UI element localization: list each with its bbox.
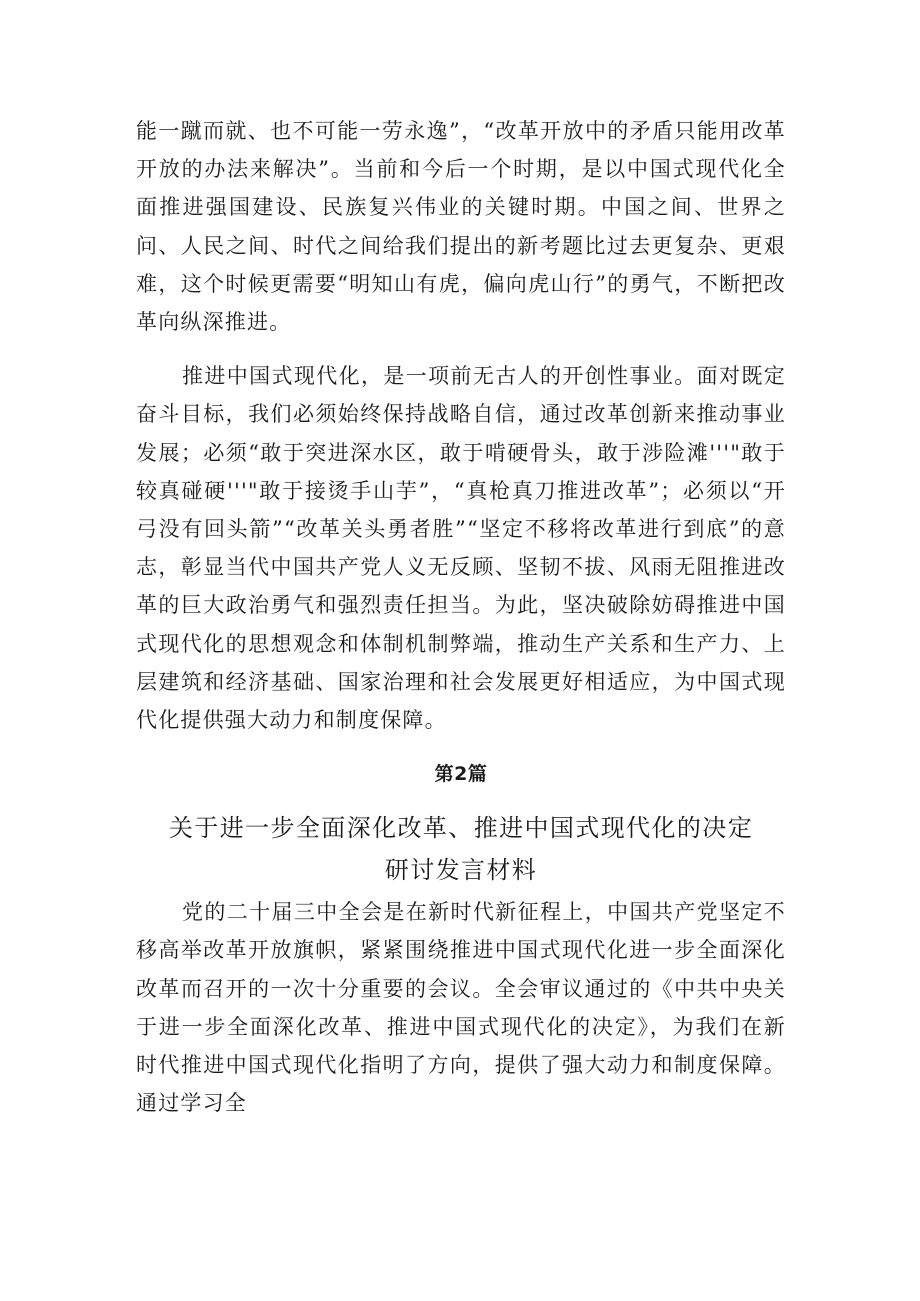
section-number: 第2篇	[434, 763, 488, 786]
body-paragraph: 党的二十届三中全会是在新时代新征程上，中国共产党坚定不移高举改革开放旗帜，紧紧围绕推进中国式现代化进一步全面深化改革而召开的一次十分重要的会议。全会审议通过的《中共中央关于进一步全面深化改革、推进中国式现代化的决定》，为我们在新时代推进中国式现代化指明了方向，提供了强大动力和制度保障。通过学习全	[136, 900, 786, 1116]
body-paragraph-continued: 能一蹴而就、也不可能一劳永逸”，“改革开放中的矛盾只能用改革开放的办法来解决”。当前和今后一个时期，是以中国式现代化全面推进强国建设、民族复兴伟业的关键时期。中国之间、世界之问、人民之间、时代之间给我们提出的新考题比过去更复杂、更艰难，这个时候更需要“明知山有虎，偏向虎山行”的勇气，不断把改革向纵深推进。	[136, 119, 786, 335]
body-paragraph: 推进中国式现代化，是一项前无古人的开创性事业。面对既定奋斗目标，我们必须始终保持战略自信，通过改革创新来推动事业发展；必须“敢于突进深水区，敢于啃硬骨头，敢于涉险滩'''"敢于较真碰硬'''"敢于接烫手山芋”，“真枪真刀推进改革”；必须以“开弓没有回头箭”“改革关头勇者胜”“坚定不移将改革进行到底”的意志，彰显当代中国共产党人义无反顾、坚韧不拔、风雨无阻推进改革的巨大政治勇气和强烈责任担当。为此，坚决破除妨碍推进中国式现代化的思想观念和体制机制弊端，推动生产关系和生产力、上层建筑和经济基础、国家治理和社会发展更好相适应，为中国式现代化提供强大动力和制度保障。	[136, 364, 786, 733]
document-page	[136, 112, 786, 1122]
section-title: 关于进一步全面深化改革、推进中国式现代化的决定研讨发言材料	[168, 814, 754, 885]
